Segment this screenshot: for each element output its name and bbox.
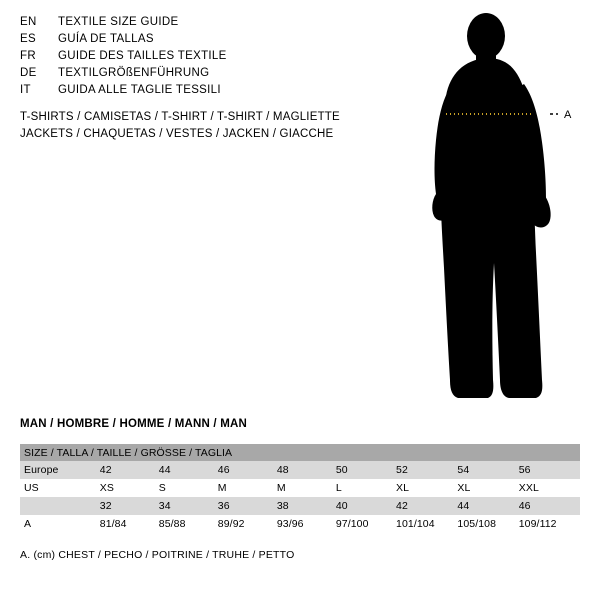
- cell-value: 34: [158, 500, 171, 512]
- measure-label-a: A: [564, 109, 572, 121]
- cell-value: 56: [518, 464, 531, 476]
- cell-value: 85/88: [158, 518, 186, 530]
- garment-category-tshirts: T-SHIRTS / CAMISETAS / T-SHIRT / T-SHIRT / MAGLIETTE: [20, 111, 340, 123]
- body-silhouette-figure: [400, 8, 600, 408]
- language-title: TEXTILGRÖßENFÜHRUNG: [58, 67, 210, 79]
- cell-value: 101/104: [396, 518, 435, 530]
- cell-value: 81/84: [99, 518, 127, 530]
- cell-value: XL: [396, 482, 410, 494]
- language-title: TEXTILE SIZE GUIDE: [58, 16, 179, 28]
- silhouette-shape: [432, 13, 550, 398]
- cell-value: 46: [217, 464, 230, 476]
- cell-value: 32: [99, 500, 112, 512]
- cell-value: L: [335, 482, 342, 494]
- language-title: GUÍA DE TALLAS: [58, 33, 154, 45]
- measurement-footnote: A. (cm) CHEST / PECHO / POITRINE / TRUHE / PETTO: [20, 549, 295, 561]
- cell-value: 36: [217, 500, 230, 512]
- cell-value: 48: [276, 464, 289, 476]
- cell-value: S: [158, 482, 166, 494]
- cell-value: 52: [396, 464, 408, 476]
- cell-value: M: [217, 482, 227, 494]
- language-code: ES: [20, 33, 36, 45]
- cell-value: XXL: [518, 482, 539, 494]
- table-row: [20, 497, 580, 515]
- cell-value: XS: [99, 482, 114, 494]
- cell-value: 50: [335, 464, 348, 476]
- language-title: GUIDA ALLE TAGLIE TESSILI: [58, 84, 221, 96]
- cell-value: 93/96: [276, 518, 304, 530]
- table-row: [20, 461, 580, 479]
- cell-value: 46: [518, 500, 531, 512]
- garment-category-list: [20, 111, 420, 145]
- table-header-row: [20, 444, 580, 461]
- language-row: [20, 84, 380, 101]
- cell-value: 44: [457, 500, 470, 512]
- table-section-title: MAN / HOMBRE / HOMME / MANN / MAN: [20, 418, 248, 430]
- cell-value: 54: [457, 464, 470, 476]
- cell-value: 42: [99, 464, 112, 476]
- cell-value: XL: [457, 482, 471, 494]
- language-code: IT: [20, 84, 31, 96]
- row-label: [20, 497, 100, 515]
- cell-value: 38: [276, 500, 289, 512]
- garment-category-jackets: JACKETS / CHAQUETAS / VESTES / JACKEN / GIACCHE: [20, 128, 334, 140]
- size-table: [20, 444, 580, 533]
- cell-value: 105/108: [457, 518, 497, 530]
- cell-value: 42: [396, 500, 408, 512]
- cell-value: 89/92: [217, 518, 245, 530]
- cell-value: 97/100: [335, 518, 369, 530]
- cell-value: M: [276, 482, 286, 494]
- language-row: [20, 16, 380, 33]
- language-row: [20, 67, 380, 84]
- table-row: [20, 515, 580, 533]
- row-label: US: [24, 482, 39, 494]
- row-label: Europe: [24, 464, 59, 476]
- language-title: GUIDE DES TAILLES TEXTILE: [58, 50, 227, 62]
- language-code: EN: [20, 16, 37, 28]
- cell-value: 40: [335, 500, 348, 512]
- language-code: DE: [20, 67, 37, 79]
- language-list: [20, 16, 380, 101]
- language-code: FR: [20, 50, 36, 62]
- row-label: A: [24, 518, 32, 530]
- cell-value: 109/112: [518, 518, 557, 530]
- cell-value: 44: [158, 464, 171, 476]
- table-row: [20, 479, 580, 497]
- language-row: [20, 33, 380, 50]
- table-header-label: SIZE / TALLA / TAILLE / GRÖSSE / TAGLIA: [24, 446, 233, 459]
- language-row: [20, 50, 380, 67]
